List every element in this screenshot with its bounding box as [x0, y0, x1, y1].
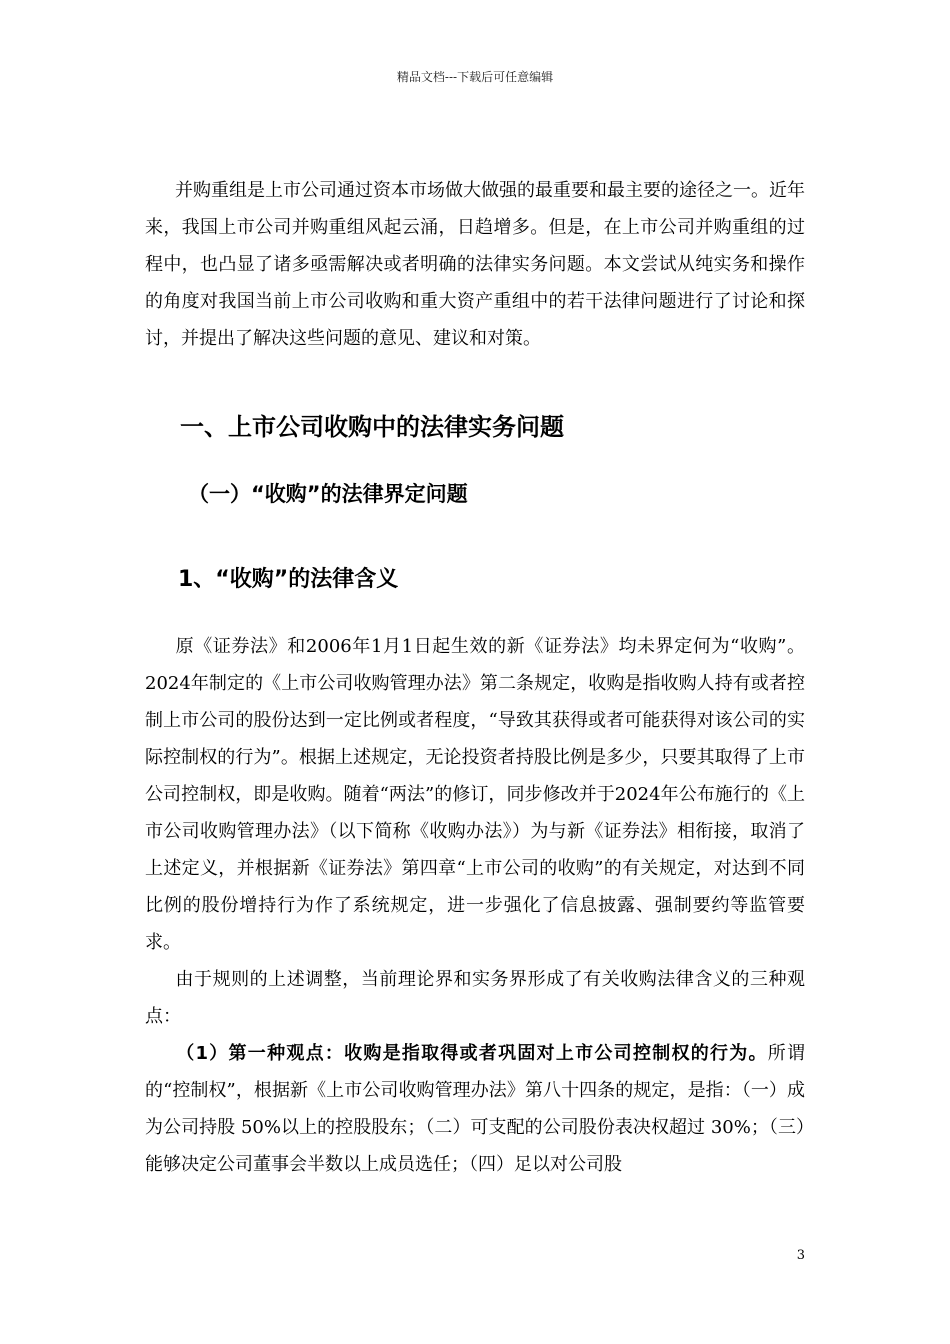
body-paragraph-3 [145, 1035, 805, 1183]
section-heading: 一、上市公司收购中的法律实务问题 [180, 413, 564, 441]
intro-paragraph [145, 172, 805, 357]
body-paragraph-1 [145, 628, 805, 961]
subsection-heading: （一）“收购”的法律界定问题 [188, 482, 468, 506]
para3-bold-lead: （1）第一种观点：收购是指取得或者巩固对上市公司控制权的行为。 [175, 1043, 768, 1064]
page-number: 3 [796, 1248, 805, 1263]
intro-text: 并购重组是上市公司通过资本市场做大做强的最重要和最主要的途径之一。近年来，我国上市公司并购重组风起云涌，日趋增多。但是，在上市公司并购重组的过程中，也凸显了诸多亟需解决或者明确的法律实务问题。本文尝试从纯实务和操作的角度对我国当前上市公司收购和重大资产重组中的若干法律问题进行了讨论和探讨，并提出了解决这些问题的意见、建议和对策。 [145, 180, 805, 349]
page-header: 精品文档---下载后可任意编辑 [396, 70, 554, 84]
para1-text: 原《证券法》和2006年1月1日起生效的新《证券法》均未界定何为“收购”。2024年制定的《上市公司收购管理办法》第二条规定，收购是指收购人持有或者控制上市公司的股份达到一定比例或者程度，“导致其获得或者可能获得对该公司的实际控制权的行为”。根据上述规定，无论投资者持股比例是多少，只要其取得了上市公司控制权，即是收购。随着“两法”的修订，同步修改并于2024年公布施行的《上市公司收购管理办法》（以下简称《收购办法》）为与新《证券法》相衔接，取消了上述定义，并根据新《证券法》第四章“上市公司的收购”的有关规定，对达到不同比例的股份增持行为作了系统规定，进一步强化了信息披露、强制要约等监管要求。 [145, 636, 805, 953]
body-paragraph-2 [145, 961, 805, 1035]
para2-text: 由于规则的上述调整，当前理论界和实务界形成了有关收购法律含义的三种观点： [145, 969, 805, 1027]
subsubsection-heading: 1、“收购”的法律含义 [178, 567, 399, 592]
para3-text: 所谓的“控制权”，根据新《上市公司收购管理办法》第八十四条的规定，是指：（一）成为公司持股 50%以上的控股股东；（二）可支配的公司股份表决权超过 30%；（三）能够决定公司董事会半数以上成员选任；（四）足以对公司股 [145, 1043, 805, 1175]
